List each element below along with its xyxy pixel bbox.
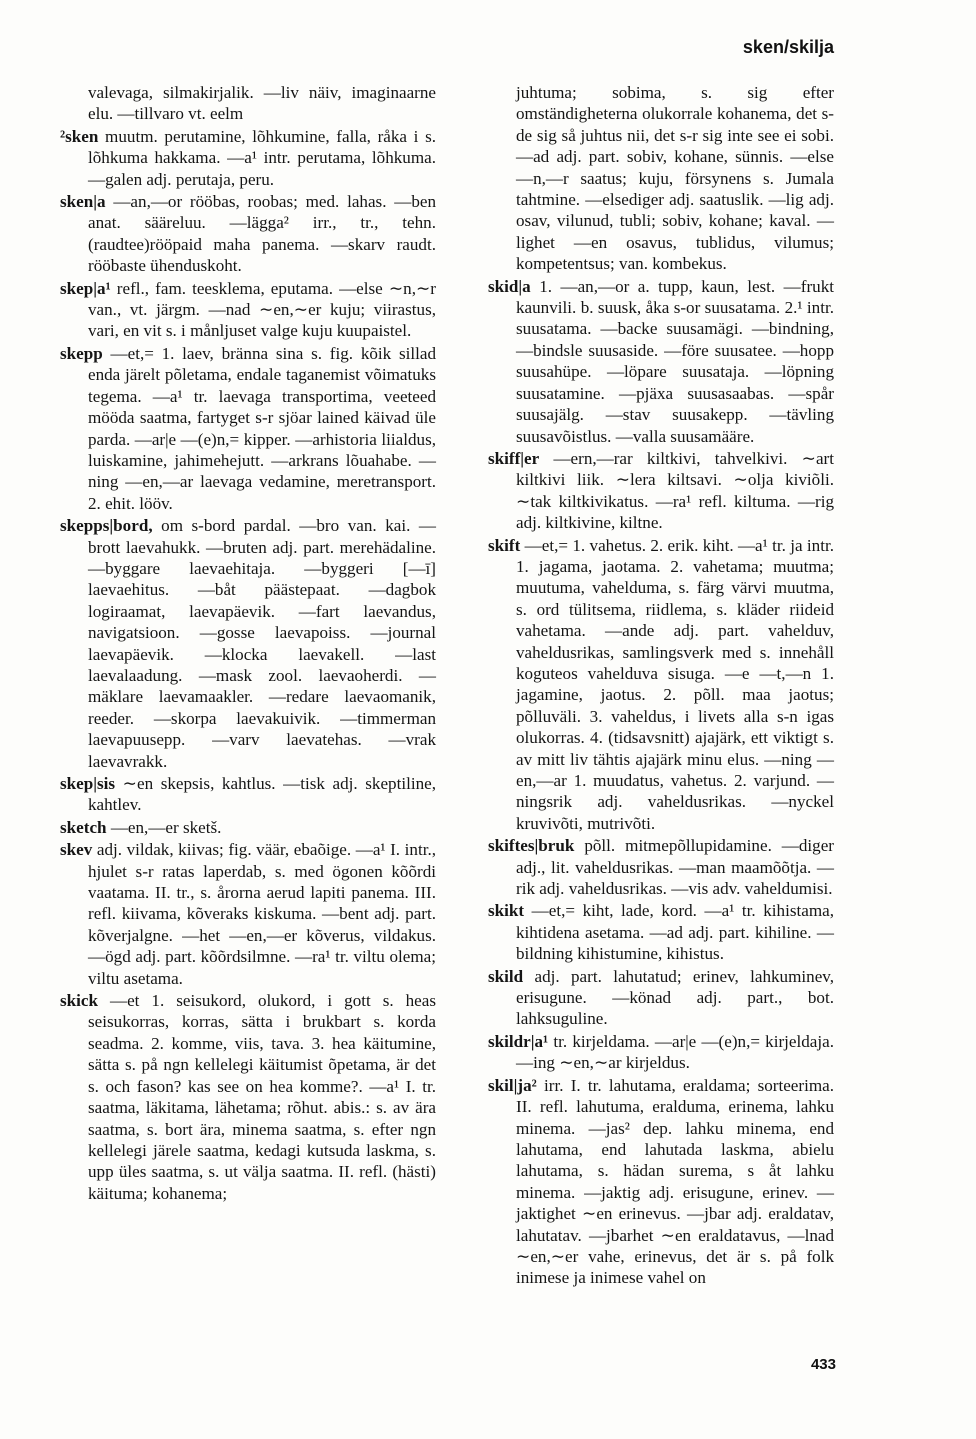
dictionary-entry bbox=[488, 535, 834, 835]
entry-headword: skid|a bbox=[488, 276, 531, 296]
entry-text: refl., fam. teesklema, eputama. —else ∼n,∼r van., vt. järgm. —nad ∼en,∼er kuju; viirastus, vari, en vit s. i månljuset valge kuju kuupaistel. bbox=[88, 278, 436, 341]
dictionary-entry bbox=[60, 82, 436, 125]
dictionary-entry bbox=[60, 773, 436, 816]
entry-headword: sketch bbox=[60, 817, 107, 837]
entry-headword: skift bbox=[488, 535, 521, 555]
dictionary-entry bbox=[60, 839, 436, 989]
entry-text: irr. I. tr. lahutama, eraldama; sorteerima. II. refl. lahutuma, eralduma, erinema, lahku minema. —jas² dep. lahku minema, end lahutama, end lahutada laskma, abielu lahutama, s. hädan surema, s åt lahku minema. —jaktig adj. erisugune, erinev. —jaktighet ∼en erinevus. —jbar adj. eraldatav, lahutatav. —jbarhet ∼en eraldatavus, —lnad ∼en,∼er vahe, erinevus, det är s. på folk inimese ja inimese vahel on bbox=[516, 1075, 834, 1288]
entry-headword: skikt bbox=[488, 901, 525, 921]
entry-headword: skepp bbox=[60, 343, 103, 363]
entry-headword: skick bbox=[60, 991, 99, 1011]
entry-text: om s-bord pardal. —bro van. kai. —brott laevahukk. —bruten adj. part. merehädaline. —byggare laevaehitaja. —byggeri [—ī] laevaehitus. —båt päästepaat. —dagbok logiraamat, laevapäevik. —fart laevandus, navigatsioon. —gosse laevapoiss. —journal laevapäevik. —klocka laevakell. —last laevalaadung. —mask zool. laevaoherdi. —mäklare laevamaakler. —redare laevaomanik, reeder. —skorpa laevakuivik. —timmerman laevapuusepp. —varv laevatehas. —vrak laevavrakk. bbox=[88, 516, 436, 771]
dictionary-entry bbox=[60, 990, 436, 1204]
entry-text: —en,—er sketš. bbox=[106, 817, 222, 837]
dictionary-entry bbox=[60, 817, 436, 838]
entry-text: —et 1. seisukord, olukord, i gott s. heas seisukorras, korras, sätta i brukbart s. korda seadma. 2. komme, viis, tava. 3. hea käitumine, sätta s. på ngn kellelegi käitumist õpetama, är det s. och fason? kas see on hea komme?. —a¹ I. tr. saatma, läkitama, lähetama; rõhut. abis.: s. av ära saatma, s. bort ära, minema saatma, s. efter ngn kellelegi järele saatma, kedagi kutsuda laskma, s. upp üles saatma, s. ut välja saatma. II. refl. (hästi) käituma; kohanema; bbox=[88, 991, 436, 1203]
entry-text: valevaga, silmakirjalik. —liv näiv, imaginaarne elu. —tillvaro vt. eelm bbox=[88, 83, 436, 124]
entry-text: —ern,—rar kiltkivi, tahvelkivi. ∼art kiltkivi liik. ∼lera kiltsavi. ∼olja kiviõli. ∼tak kiltkivikatus. —ra¹ refl. kiltuma. —rig adj. kiltkivine, kiltne. bbox=[516, 448, 834, 533]
entry-text: —et,= 1. vahetus. 2. erik. kiht. —a¹ tr. ja intr. 1. jagama, jaotama. 2. vahetama; muutma; muutuma, vahelduma, s. färg värvi muutma, s. ord tülitsema, riidlema, s. kläder riideid vahetama. —ande adj. part. vahelduv, vaheldusrikas, samlingsverk med s. innehåll koguteos vahelduva sisuga. —e —t,—n 1. jagamine, jaotus. 2. põll. maa jaotus; põlluväli. 3. vaheldus, i livets alla s-n igas olukorras. 4. (tidsavsnitt) ajajärk, ett viktigt s. av mitt liv tähtis ajajärk minu elus. —ning —en,—ar 1. muudatus, vahetus. 2. varjund. —ningsrik adj. vaheldusrikas. —nyckel kruvivõti, mutrivõti. bbox=[516, 535, 834, 833]
entry-text: adj. part. lahutatud; erinev, lahkuminev, erisugune. —könad adj. part., bot. lahksuguline. bbox=[516, 966, 834, 1029]
dictionary-entry bbox=[60, 515, 436, 772]
entry-text: —an,—or rööbas, roobas; med. lahas. —ben anat. sääreluu. —lägga² irr., tr., tehn. (raudtee)rööpaid maha panema. —skarv raudt. rööbaste ühenduskoht. bbox=[88, 192, 436, 276]
entry-headword: ²sken bbox=[60, 126, 99, 146]
entry-headword: skild bbox=[488, 966, 524, 986]
right-column bbox=[488, 82, 834, 1290]
dictionary-entry bbox=[60, 126, 436, 190]
dictionary-entry bbox=[60, 343, 436, 514]
entry-headword: skev bbox=[60, 840, 93, 860]
entry-text: juhtuma; sobima, s. sig efter omständigheterna olukorrale kohanema, det s-de sig så juhtus nii, det s-r sig inte see ei sobi. —ad adj. part. sobiv, kohane, sünnis. —else —n,—r saatus; kuju, försynens s. Jumala tahtmine. —elsediger adj. saatuslik. —lig adj. osav, vilunud, tubli; sobiv, kohane; kaval. —lighet —en osavus, tublidus, vilumus; kompetentsus; van. kombekus. bbox=[516, 83, 834, 274]
entry-text: —et,= 1. laev, bränna sina s. fig. kõik sillad enda järelt põletama, endale taganemist võimatuks tegema. —a¹ tr. laevaga transportima, veeteed mööda saatma, fartyget s-r sjöar lained käivad üle parda. —ar|e —(e)n,= kipper. —arhistoria liialdus, luiskamine, jahimehejutt. —arkrans lõuahabe. —ning —en,—ar laevaga vedamine, meretransport. 2. ehit. lööv. bbox=[88, 343, 436, 513]
entry-text: muutm. perutamine, lõhkumine, falla, råka i s. lõhkuma hakkama. —a¹ intr. perutama, lõhkuma. —galen adj. perutaja, peru. bbox=[88, 126, 436, 189]
entry-text: —et,= kiht, lade, kord. —a¹ tr. kihistama, kihtidena asetama. —ad adj. part. kihiline. —bildning kihistumine, kihistus. bbox=[516, 901, 834, 964]
entry-headword: skildr|a¹ bbox=[488, 1031, 549, 1051]
page-number: 433 bbox=[810, 1356, 836, 1373]
entry-headword: skiff|er bbox=[488, 448, 540, 468]
dictionary-entry bbox=[60, 191, 436, 277]
dictionary-entry bbox=[488, 276, 834, 447]
dictionary-entry bbox=[60, 278, 436, 342]
dictionary-entry bbox=[488, 900, 834, 964]
dictionary-entry bbox=[488, 82, 834, 275]
entry-text: tr. kirjeldama. —ar|e —(e)n,= kirjeldaja. —ing ∼en,∼ar kirjeldus. bbox=[516, 1031, 834, 1073]
dictionary-entry bbox=[488, 1031, 834, 1074]
dictionary-entry bbox=[488, 966, 834, 1030]
entry-text: 1. —an,—or a. tupp, kaun, lest. —frukt kaunvili. b. suusk, åka s-or suusatama. 2.¹ intr. suusatama. —backe suusamägi. —bindning, —bindsle suusaside. —före suusatee. —hopp suusahüpe. —löpare suusataja. —löpning suusatamine. —pjäxa suusasaabas. —spår suusajälg. —stav suusakepp. —tävling suusavõistlus. —valla suusamääre. bbox=[516, 276, 834, 446]
entry-headword: skiftes|bruk bbox=[488, 836, 575, 856]
entry-headword: skepps|bord, bbox=[60, 516, 153, 536]
entry-headword: skep|a¹ bbox=[60, 278, 111, 298]
entry-text: põll. mitmepõllupidamine. —diger adj., lit. vaheldusrikas. —man maamõõtja. —rik adj. vaheldusrikas. —vis adv. vaheldumisi. bbox=[516, 836, 834, 899]
entry-headword: sken|a bbox=[60, 192, 106, 212]
running-head: sken/skilja bbox=[742, 37, 834, 57]
dictionary-entry bbox=[488, 835, 834, 899]
left-column bbox=[60, 82, 436, 1205]
dictionary-entry bbox=[488, 448, 834, 534]
entry-text: adj. vildak, kiivas; fig. väär, ebaõige. —a¹ I. intr., hjulet s-r ratas laperdab, s. med ögonen kõõrdi vaatama. II. tr., s. årorna aerud lapiti panema. III. refl. kiivama, kõveraks kiskuma. —bent adj. part. kõverjalgne. —het —en,—er kõverus, vildakus. —ögd adj. part. kõõrdsilmne. —ra¹ tr. viltu olema; viltu asetama. bbox=[88, 840, 436, 988]
entry-text: ∼en skepsis, kahtlus. —tisk adj. skeptiline, kahtlev. bbox=[88, 774, 436, 815]
dictionary-entry bbox=[488, 1075, 834, 1289]
entry-headword: skil|ja² bbox=[488, 1075, 537, 1095]
entry-headword: skep|sis bbox=[60, 774, 116, 793]
